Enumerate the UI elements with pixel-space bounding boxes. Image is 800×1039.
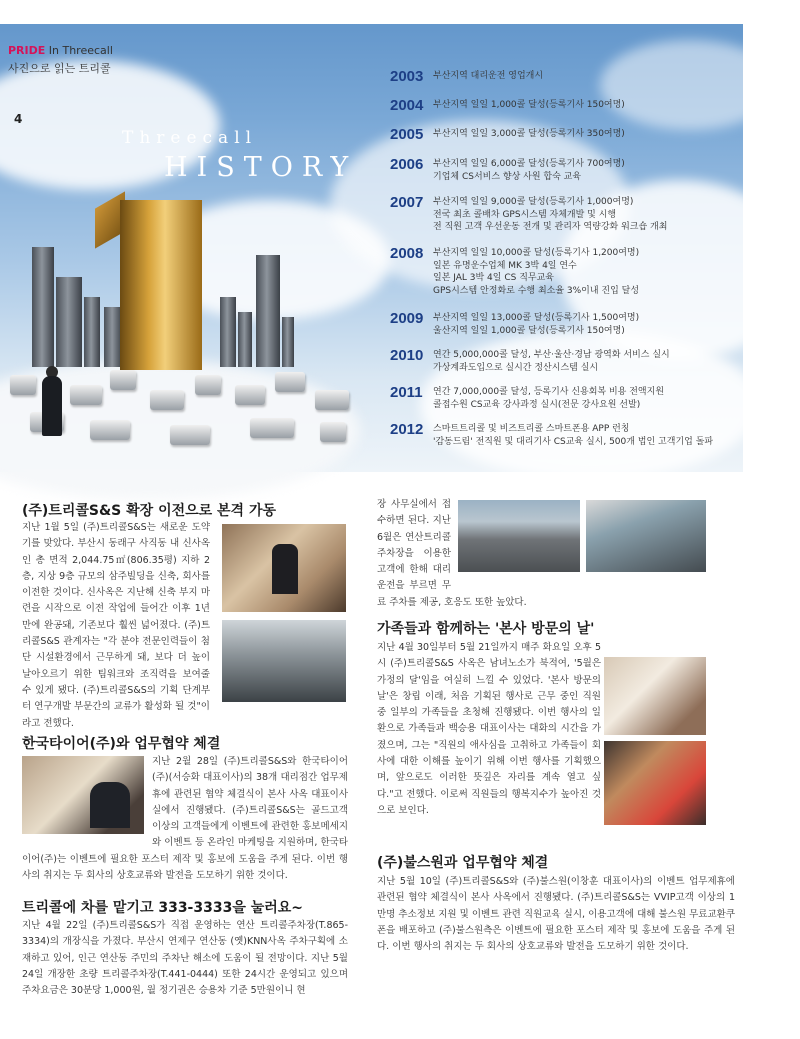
silver-digit [195, 375, 221, 395]
timeline-text: 부산지역 대리운전 영업개시 [433, 71, 544, 81]
timeline-text: 연간 5,000,000콜 달성, 부산·울산·경남 광역화 서비스 실시 가상계좌도입으로 실시간 정산시스템 실시 [433, 350, 670, 373]
building [282, 317, 294, 367]
hero-title-big: HISTORY [164, 152, 358, 183]
timeline-text: 부산지역 일일 9,000콜 달성(등록기사 1,000여명) 전국 최초 콜배차 GPS시스템 자체개발 및 시행 전 직원 고객 우선운동 전개 및 관리자 역량강화 워크숍 개최 [433, 197, 668, 232]
parking-lot-photo [458, 500, 580, 572]
timeline-year: 2004 [390, 97, 424, 114]
building [56, 277, 82, 367]
timeline-year: 2010 [390, 347, 424, 364]
timeline-year: 2008 [390, 245, 424, 262]
building [220, 297, 236, 367]
timeline-text: 스마트트리콜 및 비즈트리콜 스마트폰용 APP 런칭 '감동드림' 전직원 및 대리기사 CS교육 실시, 500개 법인 고객기업 돌파 [433, 424, 714, 447]
number-one-illustration [0, 180, 380, 472]
hankook-title: 한국타이어(주)와 업무협약 체결 [22, 736, 221, 752]
hero-title-small: Threecall [122, 128, 258, 148]
timeline-text: 부산지역 일일 1,000콜 달성(등록기사 150여명) [433, 100, 625, 110]
section-label [8, 44, 113, 57]
building [256, 255, 280, 367]
silver-digit [320, 422, 346, 442]
silver-digit [235, 385, 265, 405]
pride-label: PRIDE [8, 44, 46, 57]
silver-digit [170, 425, 210, 445]
silver-digit [150, 390, 184, 410]
timeline-year: 2009 [390, 310, 424, 327]
silver-digit [110, 370, 136, 390]
timeline-text: 연간 7,000,000콜 달성, 등록기사 신용회복 비용 전액지원 콜접수원 CS교육 강사과정 실시(전문 강사요원 선발) [433, 387, 665, 410]
silver-digit [10, 375, 36, 395]
timeline-year: 2006 [390, 156, 424, 173]
parking-title: 트리콜에 차를 맡기고 333-3333을 눌러요~ [22, 900, 304, 916]
parking-building-photo [586, 500, 706, 572]
silver-digit [315, 390, 349, 410]
silver-digit [70, 385, 102, 405]
family-day-title: 가족들과 함께하는 '본사 방문의 날' [377, 621, 595, 637]
relocation-body: 지난 1월 5일 (주)트리콜S&S는 새로운 도약기를 맞았다. 부산시 동래구 사직동 내 신사옥인 총 면적 2,044.75㎡(806.35평) 지하 2층, 지상 9층 규모의 삼주빌딩을 신축, 회사를 이전한 것이다. 신사옥은 지난해 신축 부지 마련을 시작으로 이전 작업에 들어간 이후 1년만에 완공돼, 기존보다 훨씬 넓어졌다. (주)트리콜S&S 관계자는 "각 분야 전문인력들이 첨단 시설환경에서 근무하게 돼, 보다 더 높이 날아오르기 위한 팀워크와 조직력을 보여줄 수 있게 됐다. (주)트리콜S&S의 기획 단계부터 연구개발 부문간의 교류가 활성화 될 것"이라고 전했다. [22, 522, 210, 729]
parking-body: 지난 4월 22일 (주)트리콜S&S가 직접 운영하는 연산 트리콜주차장(T.865-3334)의 개장식을 가졌다. 부산시 연제구 연산동 (옛)KNN사옥 주차구획에 소재하고 있어, 인근 연산동 주민의 주차난 해소에 도움이 될 전망이다. 지난 5월 24일 개장한 초량 트리콜주차장(T.441-0444) 또한 24시간 운영되고 있으며 주차요금은 30분당 1,000원, 월 정기권은 승용차 기준 5만원이니 현 [22, 920, 348, 997]
timeline-year: 2011 [390, 384, 423, 401]
timeline-year: 2005 [390, 126, 424, 143]
in-threecall-label: In Threecall [48, 44, 113, 57]
bulsu-title: (주)불스원과 업무협약 체결 [377, 855, 549, 871]
timeline-year: 2012 [390, 421, 424, 438]
silver-digit [275, 372, 305, 392]
timeline-year: 2007 [390, 194, 424, 211]
building [84, 297, 100, 367]
relocation-continued: 장 사무실에서 접수하면 된다. 지난 6월은 연산트리콜 주차장을 이용한 고객에 한해 대리운전을 부르면 무료 주차를 제공, 호응도 또한 높았다. [377, 497, 739, 597]
section-subtitle: 사진으로 읽는 트리콜 [8, 62, 111, 75]
relocation-title: (주)트리콜S&S 확장 이전으로 본격 가동 [22, 503, 277, 519]
timeline-text: 부산지역 일일 10,000콜 달성(등록기사 1,200여명) 일본 유명운수업체 MK 3박 4일 연수 일본 JAL 3박 4일 CS 직무교육 GPS시스템 안정화로 수행 최소율 3%이내 진입 달성 [433, 248, 640, 296]
silver-digit [90, 420, 130, 440]
page-number: 4 [14, 112, 23, 126]
history-hero [0, 0, 743, 472]
family-lunch-photo [604, 657, 706, 735]
timeline-text: 부산지역 일일 13,000콜 달성(등록기사 1,500여명) 울산지역 일일 1,000콜 달성(등록기사 150여명) [433, 313, 640, 336]
cloud [600, 40, 780, 130]
gold-number-one [120, 200, 202, 370]
silver-digit [250, 418, 294, 438]
family-day-body: 지난 4월 30일부터 5월 21일까지 매주 화요일 오후 5시 (주)트리콜S&S 사옥은 남녀노소가 북적여, '5월은 가정의 달'임을 여실히 느낄 수 있었다. '본사 방문의 날'은 창립 이래, 처음 기획된 행사로 근무 중인 직원 중 일부의 가족들을 초청해 진행됐다. 이번 행사의 일환으로 가족들과 백승용 대표이사는 대화의 시간을 가졌으며, 그는 "직원의 애사심을 고취하고 가족들이 회사에 대한 이해를 높이기 위해 이번 행사를 기획했으며, 앞으로도 이러한 뜻깊은 자리를 계속 열고 싶다."고 전했다. 이로써 직원들의 행복지수가 높아진 것으로 보인다. [377, 640, 735, 826]
hankook-body: 지난 2월 28일 (주)트리콜S&S와 한국타이어(주)(서승화 대표이사)의 38개 대리점간 업무제휴에 관련된 협약 체결식이 본사 사옥 대표이사실에서 진행됐다. (주)트리콜S&S는 골드고객 이상의 고객들에게 이벤트에 관련한 홍보메세지와 이벤트 등 온라인 마케팅을 지원하며, 한국타이어(주)는 이벤트에 필요한 포스터 제작 및 홍보에 도움을 주게 된다. 이번 행사의 취지는 두 회사의 상호교류와 발전을 도모하기 위한 것이다. [22, 756, 348, 882]
top-margin [0, 0, 743, 24]
building [32, 247, 54, 367]
ceremony-photo [222, 524, 346, 612]
photo-float-spacer [22, 754, 152, 836]
bulsu-body: 지난 5월 10일 (주)트리콜S&S와 (주)불스원(이창훈 대표이사)의 이벤트 업무제휴에 관련된 협약 체결식이 본사 사옥에서 진행됐다. (주)트리콜S&S는 VVIP고객 이상의 1만명 추소정보 지원 및 이벤트 관련 직원교육 실시, 이용고객에 대해 불스원 무료교환쿠폰을 배포하고 (주)불스원측은 이벤트에 필요한 포스터 제작 및 홍보에 도움을 주게 된다. 이번 행사의 취지는 두 회사의 상호교류와 발전을 도모하기 위한 것이다. [377, 876, 735, 953]
building [238, 312, 252, 367]
timeline-text: 부산지역 일일 3,000콜 달성(등록기사 350여명) [433, 129, 625, 139]
businessman-figure [42, 376, 62, 436]
staff-crowd-photo [222, 620, 346, 702]
timeline-year: 2003 [390, 68, 424, 85]
timeline-text: 부산지역 일일 6,000콜 달성(등록기사 700여명) 기업체 CS서비스 향상 사원 합숙 교육 [433, 159, 625, 182]
family-cooking-photo [604, 741, 706, 825]
